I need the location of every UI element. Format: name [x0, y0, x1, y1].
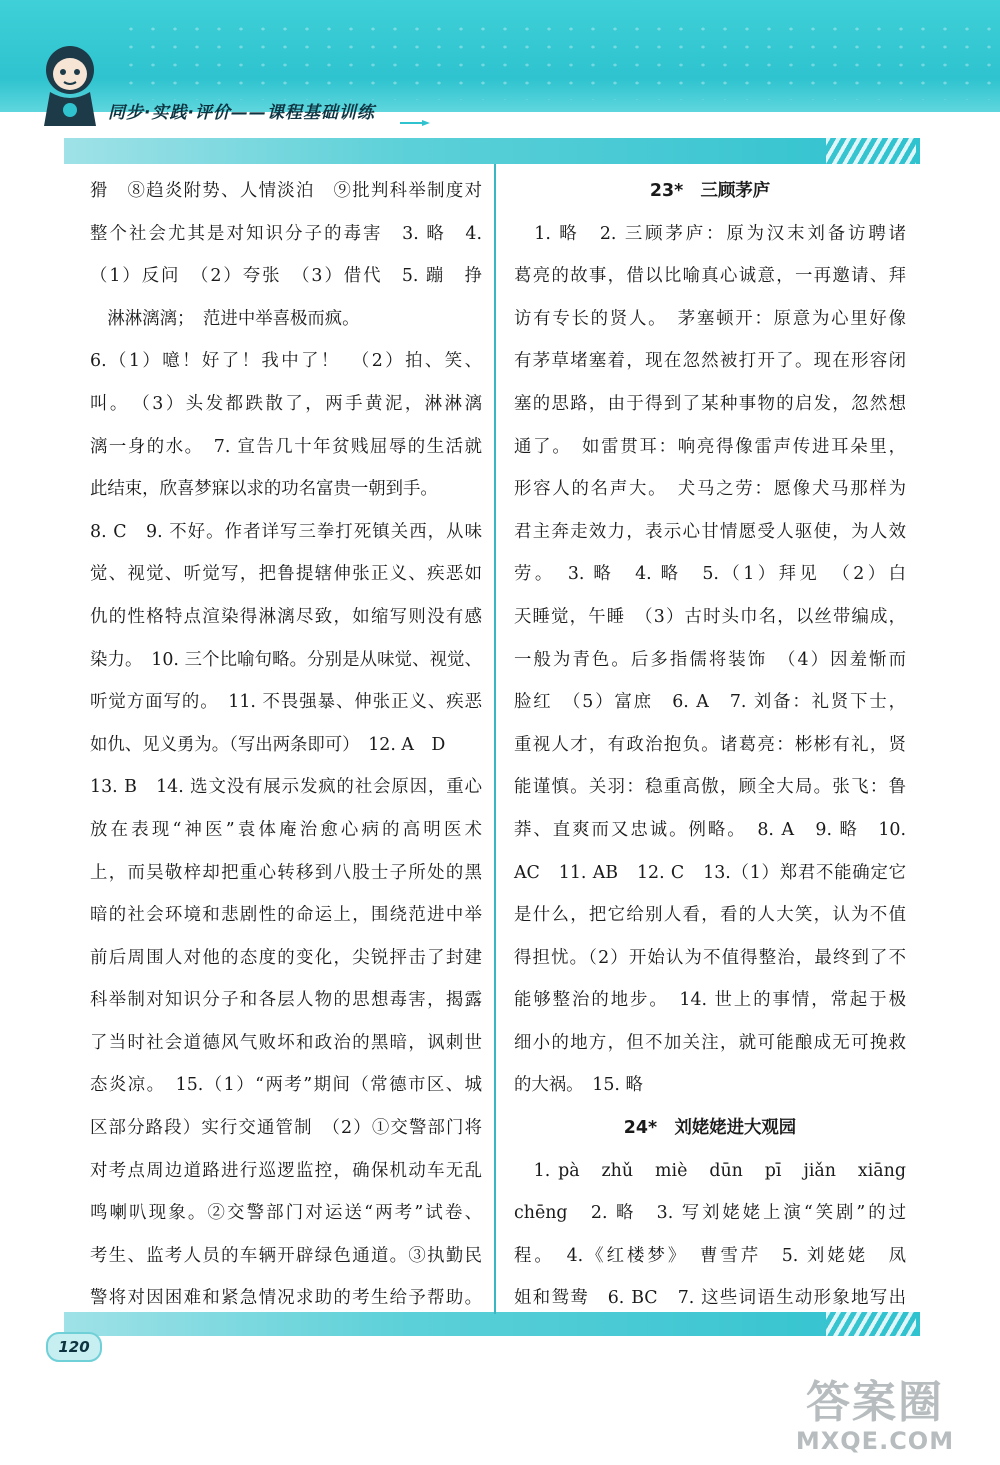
- text-line: 形容人的名声大。 犬马之劳：愿像犬马那样为: [514, 479, 906, 500]
- frame-top-stripes: [826, 138, 916, 164]
- column-divider: [494, 164, 496, 1314]
- text-line: 能谨慎。关羽：稳重高傲，顾全大局。张飞：鲁: [514, 777, 906, 798]
- text-line: 葛亮的故事，借以比喻真心诚意，一再邀请、拜: [514, 266, 906, 287]
- text-line: 的大祸。 15. 略: [514, 1075, 643, 1096]
- section-heading-24: 24* 刘姥姥进大观园: [623, 1118, 797, 1139]
- right-column: [514, 170, 906, 1320]
- text-line: 猾 ⑧趋炎附势、人情淡泊 ⑨批判科举制度对: [90, 181, 482, 201]
- text-line: 前后周围人对他的态度的变化，尖锐抨击了封建: [90, 947, 482, 968]
- text-line: 态炎凉。 15.（1）“两考”期间（常德市区、城: [90, 1075, 482, 1096]
- text-line: 脸红 （5）富庶 6. A 7. 刘备：礼贤下士，: [514, 692, 906, 713]
- text-line: 姐和鸳鸯 6. BC 7. 这些词语生动形象地写出: [514, 1288, 906, 1309]
- text-line: 是什么，把它给别人看，看的人大笑，认为不值: [514, 905, 906, 926]
- watermark-url: MXQE.COM: [795, 1427, 955, 1455]
- text-line: 警将对因困难和紧急情况求助的考生给予帮助。: [90, 1288, 482, 1309]
- text-line: 了当时社会道德风气败坏和政治的黑暗，讽刺世: [90, 1032, 482, 1053]
- text-line: 漓一身的水。 7. 宣告几十年贫贱屈辱的生活就: [90, 436, 482, 457]
- text-line: 细小的地方，但不加关注，就可能酿成无可挽救: [514, 1032, 906, 1053]
- mascot-icon: [30, 40, 110, 130]
- text-line: 得担忧。（2）开始认为不值得整治，最终到了不: [514, 947, 906, 968]
- text-line: 莽、直爽而又忠诚。例略。 8. A 9. 略 10.: [514, 819, 906, 840]
- text-line: 6.（1）噫！好了！我中了！ （2）拍、笑、: [90, 351, 482, 372]
- text-line: 13. B 14. 选文没有展示发疯的社会原因，重心: [90, 777, 482, 798]
- text-line: 上，而吴敬梓却把重心转移到八股士子所处的黑: [90, 862, 482, 883]
- text-line: 访有专长的贤人。 茅塞顿开：原意为心里好像: [514, 308, 906, 329]
- text-line: 区部分路段）实行交通管制 （2）①交警部门将: [90, 1118, 482, 1139]
- text-line: 塞的思路，由于得到了某种事物的启发，忽然想: [514, 393, 906, 414]
- text-line: 8. C 9. 不好。作者详写三拳打死镇关西，从味: [90, 521, 482, 542]
- left-column: [90, 170, 482, 1320]
- text-line: 通了。 如雷贯耳：响亮得像雷声传进耳朵里，: [514, 436, 906, 457]
- watermark: [760, 1378, 990, 1458]
- text-line: 整个社会尤其是对知识分子的毒害 3. 略 4.: [90, 223, 482, 244]
- text-line: 有茅草堵塞着，现在忽然被打开了。现在形容闭: [514, 351, 906, 372]
- text-line: 叫。 （3）头发都跌散了，两手黄泥，淋淋漓: [90, 393, 482, 414]
- text-line: 放在表现“神医”袁体庵治愈心病的高明医术: [90, 819, 482, 840]
- header-title: 同步·实践·评价——课程基础训练: [108, 103, 375, 123]
- text-line: 科举制对知识分子和各层人物的思想毒害，揭露: [90, 990, 482, 1011]
- watermark-logo-text: 答案圈: [806, 1377, 944, 1428]
- text-line: 如仇、见义勇为。（写出两条即可） 12. A D: [90, 734, 446, 755]
- text-line: 觉、视觉、听觉写，把鲁提辖伸张正义、疾恶如: [90, 564, 482, 585]
- text-line: 对考点周边道路进行巡逻监控，确保机动车无乱: [90, 1160, 482, 1181]
- header-band: [0, 0, 1000, 112]
- text-line: 程。 4.《红楼梦》 曹雪芹 5. 刘姥姥 凤: [514, 1245, 906, 1266]
- text-line: 君主奔走效力，表示心甘情愿受人驱使，为人效: [514, 521, 906, 542]
- text-line: 一般为青色。后多指儒将装饰 （4）因羞惭而: [514, 649, 906, 670]
- text-line: AC 11. AB 12. C 13.（1）郑君不能确定它: [514, 862, 906, 883]
- text-line: 能够整治的地步。 14. 世上的事情，常起于极: [514, 990, 906, 1011]
- text-line: chēng 2. 略 3. 写刘姥姥上演“笑剧”的过: [514, 1203, 906, 1224]
- section-heading-23: 23* 三顾茅庐: [649, 181, 771, 201]
- text-line: 暗的社会环境和悲剧性的命运上，围绕范进中举: [90, 905, 482, 926]
- text-line: 染力。 10. 三个比喻句略。分别是从味觉、视觉、: [90, 649, 482, 670]
- header-arrow-icon: [400, 120, 430, 126]
- text-line: 天睡觉，午睡 （3）古时头巾名，以丝带编成，: [514, 606, 906, 627]
- text-line: 1. 略 2. 三顾茅庐：原为汉末刘备访聘诸: [514, 223, 906, 244]
- page-number: 120: [46, 1332, 102, 1362]
- text-line: 仇的性格特点渲染得淋漓尽致，如缩写则没有感: [90, 606, 482, 627]
- text-line: 淋淋漓漓； 范进中举喜极而疯。: [90, 308, 360, 329]
- text-line: 1. pà zhǔ miè dūn pī jiǎn xiāng: [514, 1160, 906, 1181]
- text-line: 听觉方面写的。 11. 不畏强暴、伸张正义、疾恶: [90, 692, 482, 713]
- text-line: 考生、监考人员的车辆开辟绿色通道。③执勤民: [90, 1245, 482, 1266]
- text-line: 鸣喇叭现象。②交警部门对运送“两考”试卷、: [90, 1203, 482, 1224]
- text-line: 此结束，欣喜梦寐以求的功名富贵一朝到手。: [90, 479, 438, 500]
- text-line: （1）反问 （2）夸张 （3）借代 5. 蹦 挣: [90, 266, 482, 287]
- text-line: 劳。 3. 略 4. 略 5.（1）拜见 （2）白: [514, 564, 906, 585]
- frame-top-bar: [64, 138, 920, 164]
- text-line: 重视人才，有政治抱负。诸葛亮：彬彬有礼，贤: [514, 734, 906, 755]
